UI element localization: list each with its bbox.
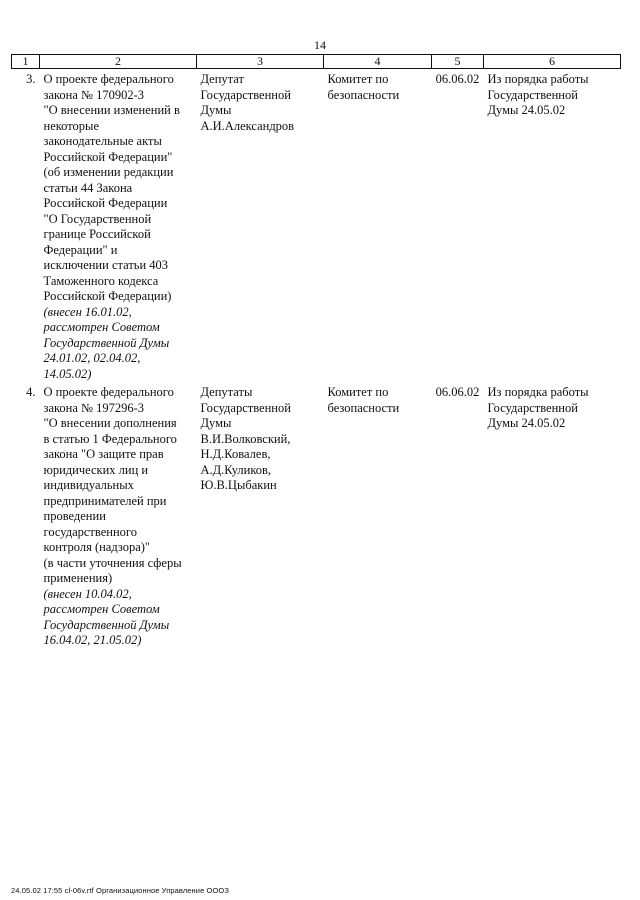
column-header-5: 5 (432, 55, 484, 69)
bill-title-line: Российской Федерации" (43, 149, 173, 164)
bill-title-line: контроля (надзора)" (43, 540, 151, 554)
bill-title-line: некоторые (43, 118, 100, 133)
bill-title (40, 69, 197, 383)
author-line: Думы (200, 103, 232, 117)
committee-line: Комитет по (327, 72, 389, 86)
bill-title-line: 24.01.02, 02.04.02, (43, 351, 141, 365)
bill-title-line: 14.05.02) (43, 366, 92, 381)
bill-title-line: в статью 1 Федерального (43, 431, 177, 446)
consideration-date: 06.06.02 (435, 385, 480, 399)
print-footer: 24.05.02 17:55 cl-06v.rtf Организационное Управление ОООЗ (11, 886, 229, 895)
table-row (12, 382, 621, 649)
row-number: 3. (26, 72, 36, 86)
bill-title-line: индивидуальных (43, 478, 134, 492)
bill-title-line: закона № 170902-3 (43, 87, 145, 102)
column-header-3: 3 (197, 55, 324, 69)
column-header-2: 2 (40, 55, 197, 69)
column-header-4: 4 (324, 55, 432, 69)
bill-title-line: границе Российской (43, 227, 151, 241)
author-line: В.И.Волковский, (200, 431, 291, 446)
responsible-committee (324, 382, 432, 649)
bill-title-line: рассмотрен Советом (43, 602, 160, 616)
bill-title-line: рассмотрен Советом (43, 320, 160, 334)
author-line: Ю.В.Цыбакин (200, 478, 277, 492)
committee-line: безопасности (327, 400, 400, 415)
bill-title-line: Государственной Думы (43, 617, 170, 632)
author-line: Депутат (200, 72, 244, 86)
bill-title-line: "О внесении дополнения (43, 416, 177, 430)
author-line: А.Д.Куликов, (200, 462, 272, 477)
page-number: 14 (314, 38, 326, 52)
bill-title-line: статьи 44 Закона (43, 180, 133, 195)
author-line: Н.Д.Ковалев, (200, 447, 271, 461)
bill-title-line: законодательные акты (43, 134, 162, 148)
bill-title-line: государственного (43, 524, 137, 539)
note-line: Из порядка работы (487, 385, 589, 399)
committee-line: безопасности (327, 87, 400, 102)
column-header-1: 1 (12, 55, 40, 69)
note-line: Государственной (487, 87, 578, 102)
bill-title-line: исключении статьи 403 (43, 258, 169, 272)
bill-title-line: О проекте федерального (43, 72, 174, 86)
note-line: Думы 24.05.02 (487, 103, 566, 117)
bill-title (40, 382, 197, 649)
bill-title-line: (об изменении редакции (43, 165, 174, 179)
bill-title-line: Государственной Думы (43, 335, 170, 350)
note-line: Государственной (487, 400, 578, 415)
bill-title-line: (в части уточнения сферы (43, 555, 182, 570)
note-line: Думы 24.05.02 (487, 416, 566, 430)
bill-title-line: Российской Федерации (43, 196, 168, 210)
bill-author (197, 382, 324, 649)
consideration-date: 06.06.02 (435, 72, 480, 86)
responsible-committee (324, 69, 432, 383)
bill-title-line: Таможенного кодекса (43, 273, 159, 288)
column-number-row (12, 55, 621, 69)
bill-title-line: Российской Федерации) (43, 289, 172, 303)
author-line: Депутаты (200, 385, 253, 399)
bill-title-line: закона № 197296-3 (43, 400, 145, 415)
bill-title-line: (внесен 10.04.02, (43, 586, 132, 601)
bill-title-line: предпринимателей при (43, 493, 167, 508)
bill-title-line: юридических лиц и (43, 462, 149, 477)
column-header-6: 6 (484, 55, 621, 69)
bill-title-line: Федерации" и (43, 242, 118, 257)
bill-title-line: "О Государственной (43, 211, 152, 226)
row-number: 4. (26, 385, 36, 399)
table-row (12, 69, 621, 383)
bill-title-line: "О внесении изменений в (43, 103, 180, 117)
bill-author (197, 69, 324, 383)
bill-title-line: применения) (43, 571, 113, 585)
bill-title-line: О проекте федерального (43, 385, 174, 399)
source-note (484, 382, 621, 649)
bill-title-line: (внесен 16.01.02, (43, 304, 132, 319)
author-line: А.И.Александров (200, 118, 295, 133)
legislation-table (11, 54, 621, 649)
author-line: Государственной (200, 87, 291, 102)
bill-title-line: закона "О защите прав (43, 447, 164, 461)
source-note (484, 69, 621, 383)
note-line: Из порядка работы (487, 72, 589, 86)
committee-line: Комитет по (327, 385, 389, 399)
bill-title-line: проведении (43, 509, 106, 523)
author-line: Думы (200, 416, 232, 430)
author-line: Государственной (200, 400, 291, 415)
bill-title-line: 16.04.02, 21.05.02) (43, 633, 142, 647)
